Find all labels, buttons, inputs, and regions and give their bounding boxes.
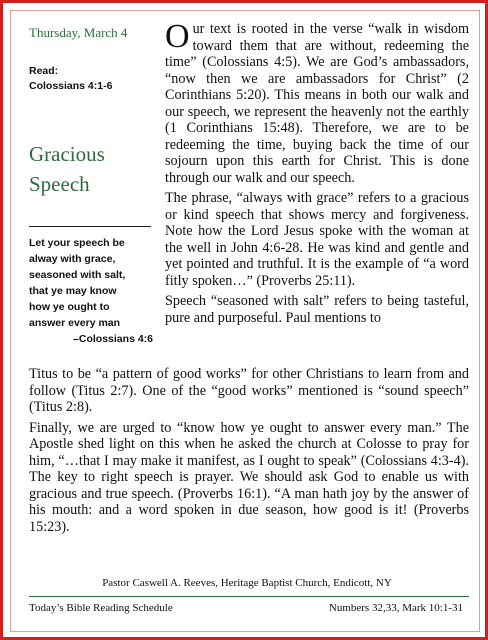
memory-verse-reference: –Colossians 4:6 — [73, 333, 153, 345]
memory-verse-line: answer every man — [29, 317, 121, 329]
date-heading: Thursday, March 4 — [29, 25, 128, 40]
drop-cap: O — [165, 18, 190, 55]
memory-verse-line: Let your speech be — [29, 237, 125, 249]
paragraph-3-end: Titus to be “a pattern of good works” for other Christians to learn from and follow (Titus 2:7). One of the “good works” mentioned is “sound speech” (Titus 2:8). — [29, 366, 469, 415]
memory-verse-line: that ye may know — [29, 285, 117, 297]
read-label: Read: — [29, 65, 59, 77]
schedule-label: Today’s Bible Reading Schedule — [29, 602, 173, 614]
memory-verse — [29, 235, 155, 347]
memory-verse-line: how ye ought to — [29, 301, 110, 313]
memory-verse-line: alway with grace, — [29, 253, 116, 265]
devotional-title — [29, 139, 105, 199]
author-attribution: Pastor Caswell A. Reeves, Heritage Baptist Church, Endicott, NY — [102, 577, 392, 589]
paragraph-4: Finally, we are urged to “know how ye ought to answer every man.” The Apostle shed light on this when he asked the church at Colosse to pray for him, “…that I may make it manifest, as I ought to speak” (Colossians 4:3-4). The key to right speech is prayer. We should ask God to enable us with gracious and true speech. (Proverbs 16:1). “A man hath joy by the answer of his mouth: and a word spoken in due season, how good is it! (Proverbs 15:23). — [29, 419, 469, 535]
read-reference: Colossians 4:1-6 — [29, 80, 113, 92]
body-wide — [29, 366, 469, 539]
paragraph-3-start: Speech “seasoned with salt” refers to being tasteful, pure and purposeful. Paul mentions to — [165, 293, 469, 326]
paragraph-2: The phrase, “always with grace” refers to a gracious or kind speech that shows mercy and forgiveness. Note how the Lord Jesus spoke with the woman at the well in John 4:6-28. He was kind and gentle and yet pointed and truthful. It is the example of “a word fitly spoken…” (Proverbs 25:11). — [165, 190, 469, 289]
memory-verse-line: seasoned with salt, — [29, 269, 126, 281]
footer-divider — [29, 596, 469, 597]
sidebar-divider — [29, 226, 151, 227]
body-column — [165, 18, 469, 330]
title-line-1: Gracious — [29, 142, 105, 166]
title-line-2: Speech — [29, 172, 90, 196]
paragraph-1-text: ur text is rooted in the verse “walk in wisdom toward them that are without, redeeming the time” (Colossians 4:5). We are God’s ambassadors, “now then we are ambassadors for Christ” (2 Corinthians 5:20). This means in both our walk and our speech, we represent the heavenly not the earthly (1 Corinthians 15:48). Therefore, we are to be redeeming the time, buying back the time of our sojourn upon this earth for Christ. This is done through our walk and our speech. — [165, 21, 469, 186]
schedule-passage: Numbers 32,33, Mark 10:1-31 — [328, 602, 463, 614]
paragraph-1 — [165, 18, 469, 186]
